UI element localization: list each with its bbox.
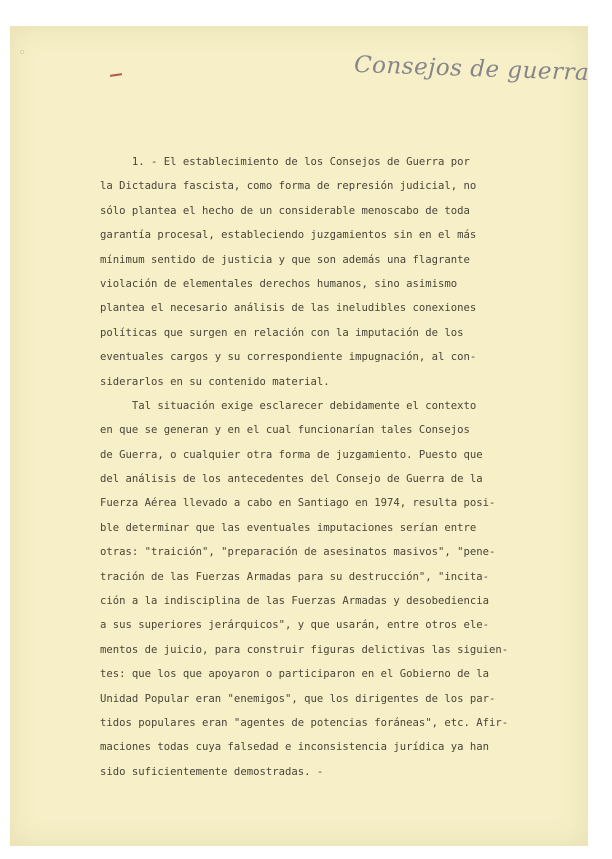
text-line: maciones todas cuya falsedad e inconsistencia jurídica ya han <box>100 741 490 754</box>
text-line: Fuerza Aérea llevado a cabo en Santiago en 1974, resulta posi- <box>100 497 496 510</box>
text-line: sido suficientemente demostradas. - <box>100 765 324 778</box>
text-line: en que se generan y en el cual funcionarían tales Consejos <box>100 424 470 437</box>
text-line: 1. - El establecimiento de los Consejos de Guerra por <box>100 156 470 168</box>
text-line: tidos populares eran "agentes de potencias foráneas", etc. Afir- <box>100 716 509 729</box>
text-line: Unidad Popular eran "enemigos", que los dirigentes de los par- <box>100 692 496 705</box>
text-line: tración de las Fuerzas Armadas para su destrucción", "incita- <box>100 570 490 583</box>
text-line: Tal situación exige esclarecer debidamente el contexto <box>100 399 477 412</box>
text-line: del análisis de los antecedentes del Consejo de Guerra de la <box>100 473 483 486</box>
text-line: violación de elementales derechos humanos, sino asimismo <box>100 277 458 290</box>
text-line: ción a la indisciplina de las Fuerzas Armadas y desobediencia <box>100 595 490 608</box>
text-line: ble determinar que las eventuales imputaciones serían entre <box>100 521 477 534</box>
ink-mark <box>110 73 122 77</box>
text-line: de Guerra, o cualquier otra forma de juzgamiento. Puesto que <box>100 448 483 461</box>
text-line: plantea el necesario análisis de las ineludibles conexiones <box>100 302 477 315</box>
handwritten-annotation: Consejos de guerra <box>353 51 590 87</box>
text-line: siderarlos en su contenido material. <box>100 375 330 388</box>
text-line: sólo plantea el hecho de un considerable menoscabo de toda <box>100 204 470 217</box>
punch-hole-mark: ◦ <box>18 46 26 61</box>
text-line: mentos de juicio, para construir figuras delictivas las siguien- <box>100 643 509 656</box>
text-line: otras: "traición", "preparación de asesinatos masivos", "pene- <box>100 546 496 559</box>
text-line: políticas que surgen en relación con la imputación de los <box>100 326 464 339</box>
text-line: eventuales cargos y su correspondiente impugnación, al con- <box>100 351 477 364</box>
text-line: garantía procesal, estableciendo juzgamientos sin en el más <box>100 229 477 242</box>
text-line: a sus superiores jerárquicos", y que usarán, entre otros ele- <box>100 619 490 632</box>
text-line: la Dictadura fascista, como forma de represión judicial, no <box>100 180 477 193</box>
typewritten-body <box>100 150 570 784</box>
text-line: mínimum sentido de justicia y que son además una flagrante <box>100 253 470 266</box>
text-line: tes: que los que apoyaron o participaron en el Gobierno de la <box>100 668 490 681</box>
